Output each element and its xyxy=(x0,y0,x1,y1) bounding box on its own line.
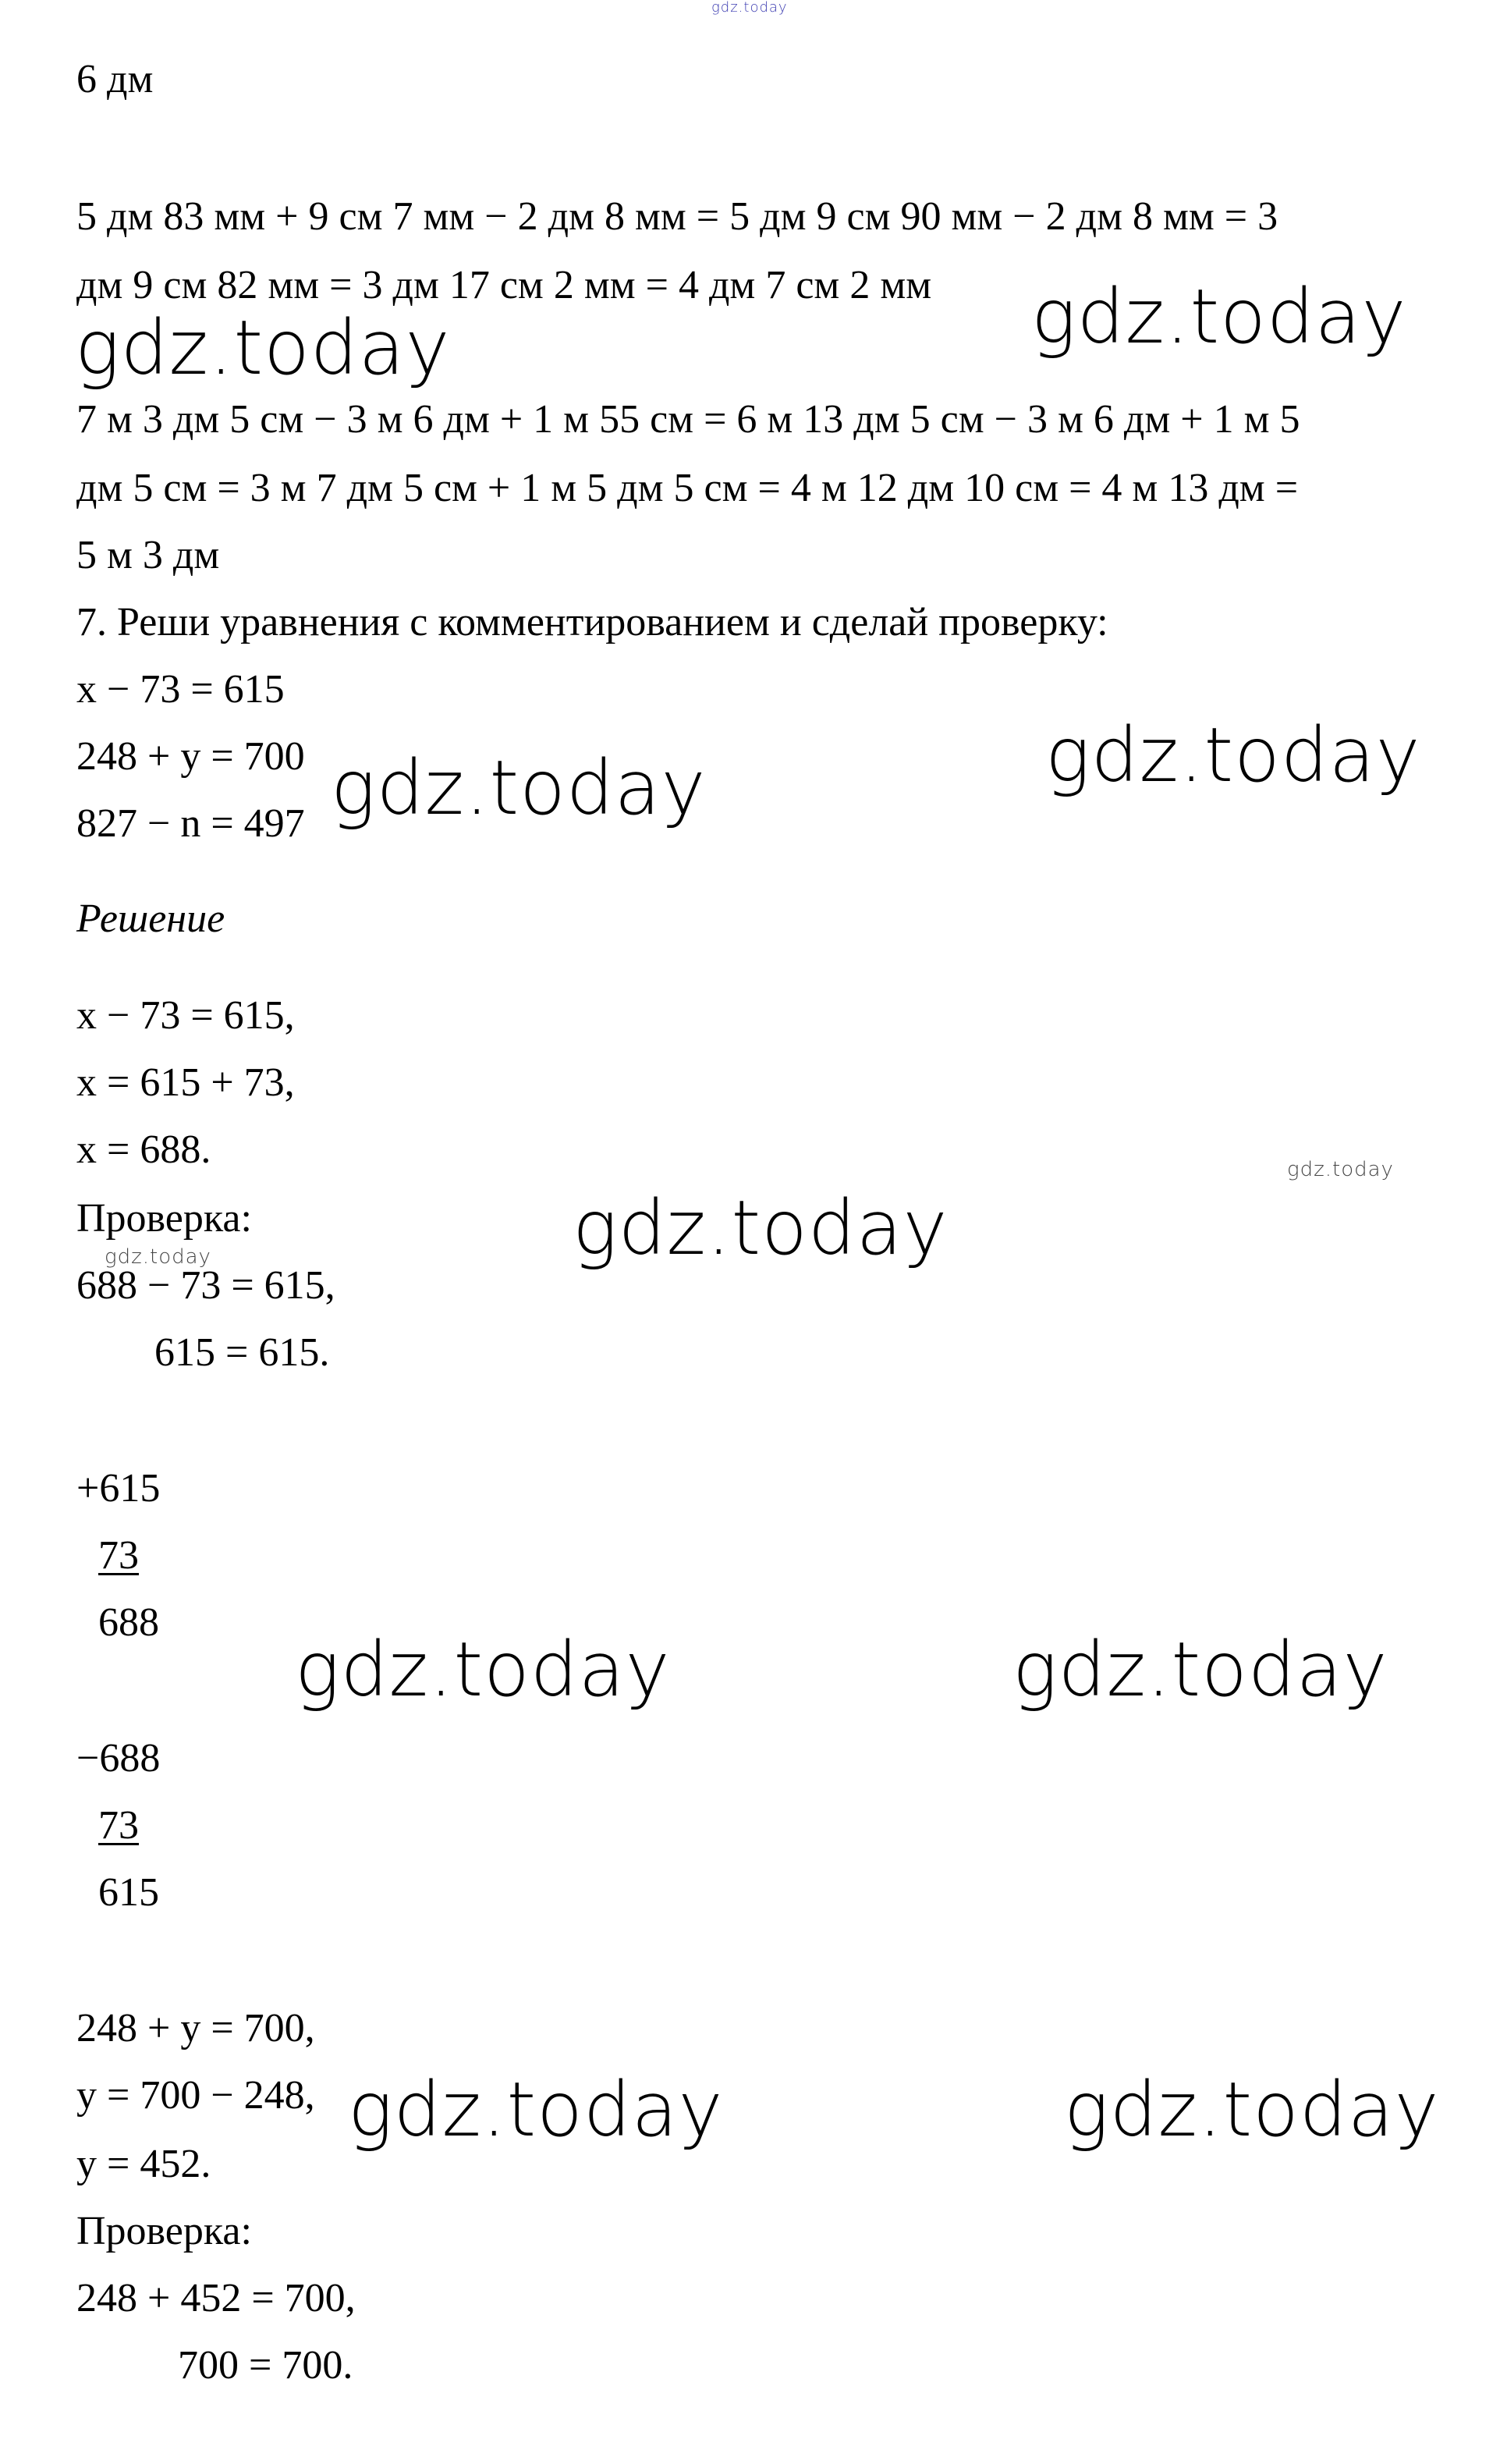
watermark-3: gdz.today xyxy=(1045,712,1421,799)
solution-line-3: x = 688. xyxy=(76,1127,211,1172)
text-line-6: 5 м 3 дм xyxy=(76,533,220,577)
watermark-5: gdz.today xyxy=(1287,1158,1394,1181)
watermark-9: gdz.today xyxy=(1012,1626,1388,1713)
task-heading: 7. Реши уравнения с комментированием и сделай проверку: xyxy=(76,600,1108,644)
check-line-1: 688 − 73 = 615, xyxy=(76,1263,335,1308)
check2-line-1: 248 + 452 = 700, xyxy=(76,2276,356,2320)
equation-1: x − 73 = 615 xyxy=(76,667,285,712)
solution-line-1: x − 73 = 615, xyxy=(76,993,295,1038)
watermark-4: gdz.today xyxy=(331,744,707,832)
check-label-2: Проверка: xyxy=(76,2209,252,2253)
text-line-5: дм 5 см = 3 м 7 дм 5 см + 1 м 5 дм 5 см = 4 м 12 дм 10 см = 4 м 13 дм = xyxy=(76,466,1299,510)
text-line-2: 5 дм 83 мм + 9 см 7 мм − 2 дм 8 мм = 5 дм 9 см 90 мм − 2 дм 8 мм = 3 xyxy=(76,194,1278,239)
solution-line-2: x = 615 + 73, xyxy=(76,1060,295,1105)
column-add-second xyxy=(76,1532,139,1579)
column-add-result: 688 xyxy=(98,1600,159,1645)
watermark-top: gdz.today xyxy=(711,0,788,16)
watermark-1: gdz.today xyxy=(1031,273,1407,360)
column-sub-result: 615 xyxy=(98,1870,159,1915)
watermark-2: gdz.today xyxy=(75,304,451,392)
watermark-6: gdz.today xyxy=(573,1184,949,1272)
equation-3: 827 − n = 497 xyxy=(76,801,305,846)
column-add-second-value: 73 xyxy=(98,1533,139,1578)
text-line-3: дм 9 см 82 мм = 3 дм 17 см 2 мм = 4 дм 7 см 2 мм xyxy=(76,263,932,307)
solution2-line-1: 248 + y = 700, xyxy=(76,2006,315,2050)
equation-2: 248 + y = 700 xyxy=(76,734,305,779)
text-line-1: 6 дм xyxy=(76,57,154,101)
column-sub-top: −688 xyxy=(76,1736,161,1781)
check-label-1: Проверка: xyxy=(76,1196,252,1241)
text-line-4: 7 м 3 дм 5 см − 3 м 6 дм + 1 м 55 см = 6 м 13 дм 5 см − 3 м 6 дм + 1 м 5 xyxy=(76,397,1300,442)
column-sub-second-value: 73 xyxy=(98,1803,139,1848)
solution2-line-2: y = 700 − 248, xyxy=(76,2073,315,2118)
solution-heading: Решение xyxy=(76,896,225,941)
watermark-7: gdz.today xyxy=(105,1245,211,1269)
solution2-line-3: y = 452. xyxy=(76,2142,211,2186)
watermark-11: gdz.today xyxy=(1064,2066,1440,2153)
column-add-top: +615 xyxy=(76,1466,161,1511)
check-line-2: 615 = 615. xyxy=(154,1330,330,1375)
check2-line-2: 700 = 700. xyxy=(178,2343,353,2388)
column-sub-second xyxy=(76,1802,139,1849)
watermark-10: gdz.today xyxy=(348,2066,724,2153)
watermark-8: gdz.today xyxy=(295,1626,671,1713)
